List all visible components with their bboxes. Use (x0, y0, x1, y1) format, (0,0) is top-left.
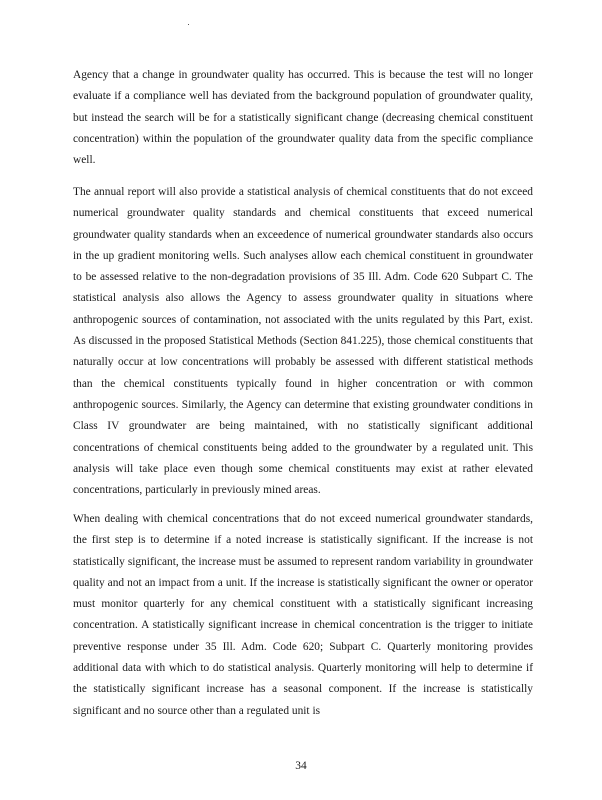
paragraph-1: Agency that a change in groundwater quality has occurred. This is because the test will no longer evaluate if a compliance well has deviated from the background population of groundwater quality, but instead the search will be for a statistically significant change (decreasing chemical constituent concentration) within the population of the groundwater quality data from the specific compliance well. (73, 69, 533, 167)
scan-speck (188, 24, 189, 25)
paragraph-3: When dealing with chemical concentrations that do not exceed numerical groundwater standards, the first step is to determine if a noted increase is statistically significant. If the increase is not statistically significant, the increase must be assumed to represent random variability in groundwater quality and not an impact from a unit. If the increase is statistically significant the owner or operator must monitor quarterly for any chemical constituent with a statistically significant increasing concentration. A statistically significant increase in chemical concentration is the trigger to initiate preventive response under 35 Ill. Adm. Code 620; Subpart C. Quarterly monitoring provides additional data with which to do statistical analysis. Quarterly monitoring will help to determine if the statistically significant increase has a seasonal component. If the increase is statistically significant and no source other than a regulated unit is (73, 513, 533, 717)
page-number: 34 (295, 760, 307, 772)
paragraph-2: The annual report will also provide a statistical analysis of chemical constituents that do not exceed numerical groundwater quality standards and chemical constituents that exceed numerical groundwater quality standards when an exceedence of numerical groundwater standards also occurs in the up gradient monitoring wells. Such analyses allow each chemical constituent in groundwater to be assessed relative to the non-degradation provisions of 35 Ill. Adm. Code 620 Subpart C. The statistical analysis also allows the Agency to assess groundwater quality in situations where anthropogenic sources of contamination, not associated with the units regulated by this Part, exist. As discussed in the proposed Statistical Methods (Section 841.225), those chemical constituents that naturally occur at low concentrations will probably be assessed with different statistical methods than the chemical constituents typically found in higher concentration or with common anthropogenic sources. Similarly, the Agency can determine that existing groundwater conditions in Class IV groundwater are being maintained, with no statistically significant additional concentrations of chemical constituents being added to the groundwater by a regulated unit. This analysis will take place even though some chemical constituents may exist at rather elevated concentrations, particularly in previously mined areas. (73, 186, 533, 497)
